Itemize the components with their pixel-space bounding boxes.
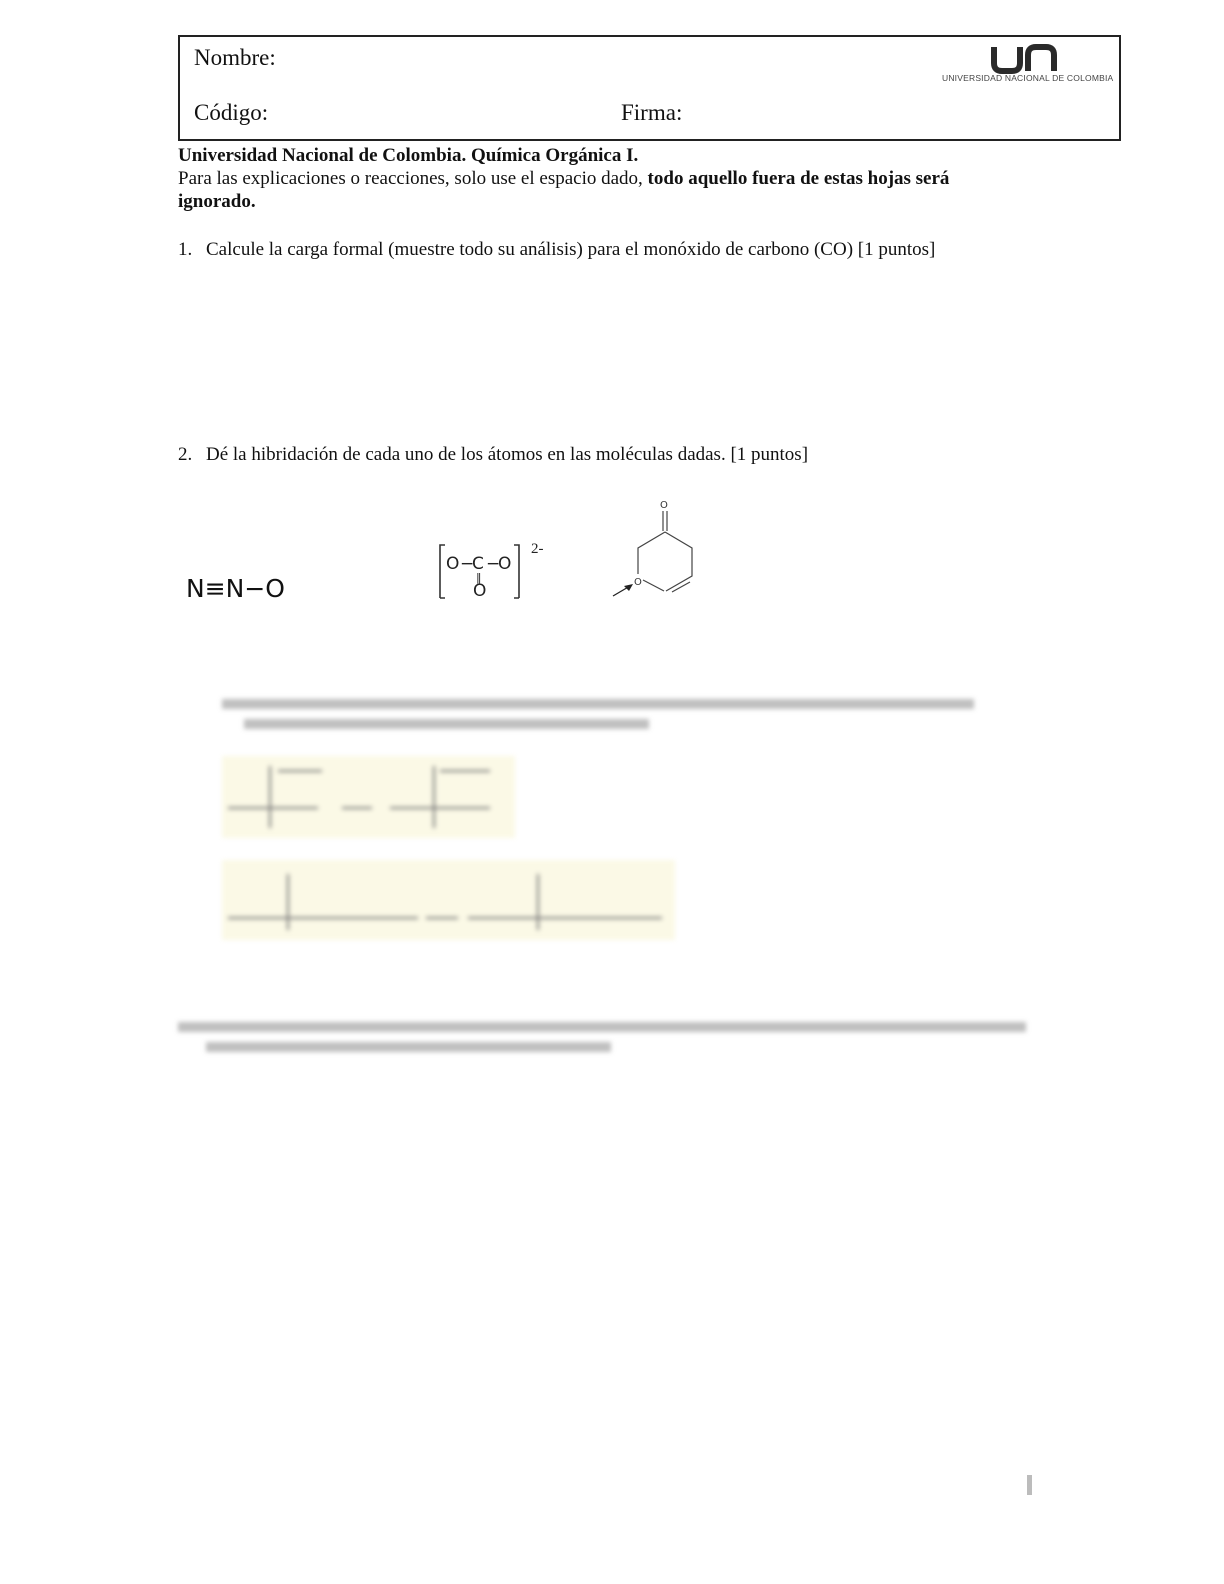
question-text: Calcule la carga formal (muestre todo su análisis) para el monóxido de carbono (CO) [1 puntos] [206,239,936,260]
carbonate-molecule [436,534,556,606]
logo-text: UNIVERSIDAD NACIONAL DE COLOMBIA [942,73,1114,83]
blurred-structure-panel [222,756,515,838]
blurred-text-lines [178,1018,1026,1052]
carbonyl-oxygen: O [660,500,668,511]
n2o-formula: N≡N−O [186,574,285,603]
carbonate-bond-left: − [460,554,475,574]
carbonate-o-left: O [446,554,460,574]
carbonate-c: C [472,554,484,574]
header-box [178,35,1121,141]
blurred-structure-panel-2 [222,860,675,940]
left-bracket [440,545,445,598]
blurred-text-lines [222,694,974,729]
question-2 [178,444,808,466]
question-1 [178,239,935,261]
dihydropyranone-molecule [608,494,708,606]
page-marker [1027,1475,1032,1495]
right-bracket [514,545,519,598]
course-title: Universidad Nacional de Colombia. Química Orgánica I. [178,145,639,166]
firma-label: Firma: [621,100,683,125]
carbonate-o-right: O [498,554,512,574]
carbonate-bond-right: − [486,554,501,574]
arrow-head-icon [624,584,633,591]
instructions-normal: Para las explicaciones o reacciones, solo use el espacio dado, [178,168,648,189]
codigo-label: Código: [194,100,269,125]
n2o-molecule [180,566,300,610]
instructions-bold: todo aquello fuera de estas hojas será ignorado. [178,168,950,212]
question-number: 1. [178,239,193,260]
question-text: Dé la hibridación de cada uno de los átomos en las moléculas dadas. [1 puntos] [206,444,809,465]
nombre-label: Nombre: [194,45,276,70]
carbonate-charge: 2- [531,541,544,557]
carbonate-double-bond: ‖ [476,571,482,584]
question-number: 2. [178,444,193,465]
carbonate-o-bottom: O [473,581,487,601]
ring-oxygen: O [634,577,642,588]
instructions [178,167,1018,213]
